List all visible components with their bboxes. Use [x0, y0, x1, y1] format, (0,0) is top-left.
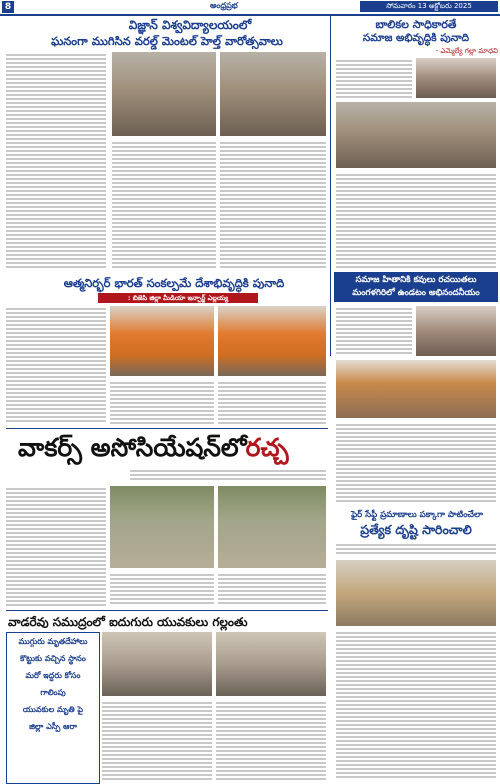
- story2-headline-line1: బాలికల సాధికారతే: [375, 18, 457, 31]
- story4-photo-portrait: [416, 306, 496, 356]
- story5-body-col3: [218, 572, 326, 606]
- column-divider: [330, 16, 331, 356]
- story7-body-col2: [216, 700, 326, 780]
- story1-photo-2: [220, 52, 326, 136]
- story7-sidebox-line-4: గాలింపు: [40, 688, 66, 697]
- date-bar: సోమవారం 13 అక్టోబరు 2025: [360, 1, 498, 12]
- story3-headline: ఆత్మనిర్భర్ భారత్ సంకల్పమే దేశాభివృద్ధికి పునాది: [63, 276, 285, 290]
- story2-body-intro: [336, 58, 412, 98]
- story3-body-col2: [110, 380, 214, 424]
- story3-subhead: : బిజెపి జిల్లా మీడియా ఇన్చార్జ్ ఎల్లయ్య: [98, 293, 258, 303]
- story6-photo: [336, 560, 496, 626]
- story1-photo-1: [112, 52, 216, 136]
- story6-headline-line1: ఫైర్ సేఫ్టీ ప్రమాణాలు పక్కాగా పాటించేలా: [351, 510, 483, 520]
- story7-sidebox-line-1: ముగ్గురు మృతదేహాలు: [18, 637, 88, 646]
- story2-headline-line2: సమాజ అభివృద్ధికి పునాది: [362, 32, 470, 44]
- story3-body-col3: [218, 380, 326, 424]
- story3-photo-1: [110, 306, 214, 376]
- story7-photo-1: [102, 632, 212, 696]
- story4-headline-line1: సమాజ హితానికి కవులు రచయితలు: [355, 275, 477, 285]
- story1-body-col1: [6, 52, 106, 270]
- story7-sidebox: [6, 632, 100, 784]
- story7-rule: [6, 610, 328, 611]
- story5-headline-accent: రచ్చ: [245, 433, 289, 462]
- masthead: అంధ్రప్రభ: [210, 1, 238, 10]
- story5-photo-2: [218, 486, 326, 568]
- story2-photo-portrait: [416, 58, 496, 98]
- story2-photo-group: [336, 102, 496, 168]
- story5-rule: [6, 428, 328, 429]
- story7-sidebox-line-5: యువకుల మృతి పై: [22, 705, 84, 714]
- story4-photo-event: [336, 360, 496, 418]
- story1-body-col3: [220, 140, 326, 270]
- story5-headline: [18, 434, 328, 462]
- story5-body-col1: [6, 486, 106, 606]
- story3-photo-2: [218, 306, 326, 376]
- story4-headline-line2: మంగళగిరిలో ఉండటం అభినందనీయం: [352, 288, 480, 298]
- story7-headline: వాడరేవు సముద్రంలో ఐదుగురు యువకులు గల్లంతు: [8, 615, 248, 629]
- story7-photo-2: [216, 632, 326, 696]
- story5-headline-main: వాకర్స్ అసోసియేషన్‌లో: [18, 433, 246, 462]
- story7-body-col1: [102, 700, 212, 780]
- story6-headline-line2: ప్రత్యేక దృష్టి సారించాలి: [360, 522, 472, 537]
- story2-body: [336, 172, 496, 270]
- story1-headline-line2: ఘనంగా ముగిసిన వరల్డ్ మెంటల్ హెల్త్ వారోత్సవాలు: [51, 34, 283, 48]
- story1-body-col2: [112, 140, 216, 270]
- story2-byline: - ఎమ్మెల్యే గల్లా మాధవి: [435, 47, 498, 55]
- story7-sidebox-line-6: జిల్లా ఎస్పీ ఆరా: [29, 722, 77, 731]
- page-number: 8: [2, 1, 14, 13]
- story6-deck: [336, 542, 496, 556]
- story6-body: [336, 630, 496, 780]
- story7-sidebox-line-2: కొట్టుకు వచ్చిన స్థానం: [20, 654, 86, 663]
- story1-headline-line1: విజ్ఞాన్ విశ్వవిద్యాలయంలో: [128, 18, 252, 32]
- story4-body: [336, 422, 496, 504]
- story5-body-col2: [110, 572, 214, 606]
- story5-photo-1: [110, 486, 214, 568]
- story7-sidebox-line-3: మరో ఇద్దరు కోసం: [25, 671, 81, 680]
- story4-body-intro: [336, 306, 412, 356]
- story5-deck: [130, 468, 326, 482]
- story3-body-col1: [6, 306, 106, 424]
